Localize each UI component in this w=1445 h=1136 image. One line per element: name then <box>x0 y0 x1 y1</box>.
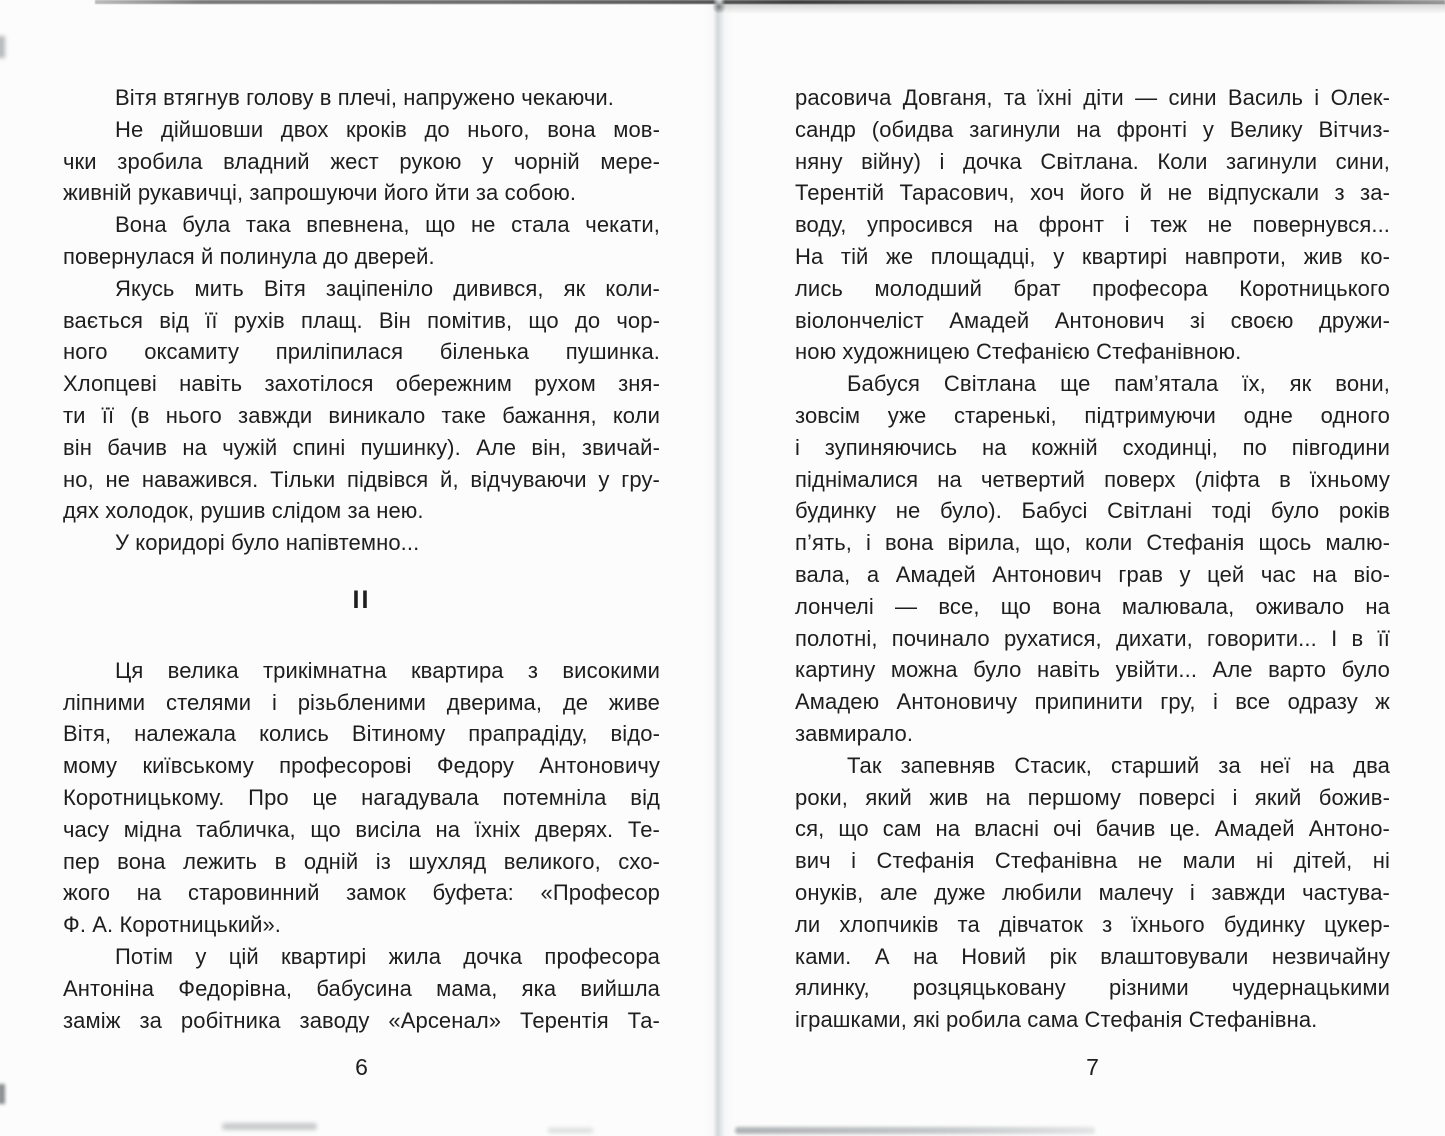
scan-edge-mark <box>0 1084 5 1104</box>
section-heading: II <box>352 585 371 614</box>
text-line: Терентій Тарасович, хоч його й не відпускали з за- <box>795 180 1390 206</box>
text-line: Потім у цій квартирі жила дочка професора <box>115 943 660 969</box>
text-line: Вона була така впевнена, що не стала чекати, <box>115 212 660 238</box>
page-gutter-top-shadow <box>712 0 726 14</box>
text-line: роки, який жив на першому поверсі і який божив- <box>795 784 1390 810</box>
page-number-right: 7 <box>1086 1054 1099 1080</box>
scan-bottom-smudge <box>222 1123 317 1130</box>
text-line: завмирало. <box>795 720 914 746</box>
text-line: ли хлопчиків та дівчаток з їхнього будинку цукер- <box>795 911 1390 937</box>
text-line: картину можна було навіть увійти... Але варто було <box>795 657 1390 683</box>
text-line: Антоніна Федорівна, бабусина мама, яка вийшла <box>63 975 660 1001</box>
page-right <box>795 82 1390 1036</box>
text-line: будинку не було). Бабусі Світлані тоді було років <box>795 498 1390 524</box>
text-line: чки зробила владний жест рукою у чорній мере- <box>63 148 660 174</box>
text-line: Коротницькому. Про це нагадувала потемніла від <box>63 784 660 810</box>
text-line: сандр (обидва загинули на фронті у Велику Вітчиз- <box>795 116 1390 142</box>
text-line: піднімалися на четвертий поверх (ліфта в їхньому <box>795 466 1390 492</box>
text-line: п’ять, і вона вірила, що, коли Стефанія щось малю- <box>795 530 1390 556</box>
text-line: ками. А на Новий рік влаштовували незвичайну <box>795 943 1390 969</box>
scan-bottom-smudge <box>735 1127 1095 1134</box>
text-line: Ця велика трикімнатна квартира з високими <box>115 657 660 683</box>
text-line: повернулася й полинула до дверей. <box>63 243 435 269</box>
text-line: зовсім уже старенькі, підтримуючи одне одного <box>795 402 1390 428</box>
text-line: Амадею Антоновичу припинити гру, і все одразу ж <box>795 689 1390 715</box>
text-line: заміж за робітника заводу «Арсенал» Терентія Та- <box>63 1007 660 1033</box>
text-line: ти її (в нього завжди виникало таке бажання, коли <box>63 402 660 428</box>
text-line: лончелі — все, що вона малювала, оживало на <box>795 593 1390 619</box>
text-line: ся, що сам на власні очі бачив це. Амадей Антоно- <box>795 816 1390 842</box>
text-line: ліпними стелями і різьбленими дверима, де живе <box>63 689 660 715</box>
text-line: мому київському професорові Федору Антоновичу <box>63 753 660 779</box>
text-line: Ф. А. Коротницький». <box>63 912 282 938</box>
text-line: расовича Довганя, та їхні діти — сини Василь і Олек- <box>795 85 1390 110</box>
text-line: ялинку, розцяцьковану різними чудернацькими <box>795 975 1390 1001</box>
text-line: Вітя, належала колись Вітиному прапрадіду, відо- <box>63 721 660 747</box>
text-line: няну війну) і дочка Світлана. Коли загинули сини, <box>795 148 1390 174</box>
text-line: онуків, але дуже любили малечу і завжди частува- <box>795 879 1390 905</box>
text-line: часу мідна табличка, що висіла на їхніх дверях. Те- <box>63 816 660 842</box>
text-line: но, не наважився. Тільки підвівся й, відчуваючи у гру- <box>63 466 660 492</box>
text-line: воду, упросився на фронт і теж не повернувся... <box>795 212 1390 238</box>
text-line: він бачив на чужій спині пушинку). Але він, звичай- <box>63 434 660 460</box>
text-line: ного оксамиту приліпилася біленька пушинка. <box>63 339 660 365</box>
text-line: і зупиняючись на кожній сходинці, по півгодини <box>795 434 1390 460</box>
text-line: лись молодший брат професора Коротницького <box>795 275 1390 301</box>
text-line: жого на старовинний замок буфета: «Професор <box>63 880 660 906</box>
text-line: живній рукавичці, запрошуючи його йти за собою. <box>63 180 577 206</box>
text-line: іграшками, які робила сама Стефанія Стефанівна. <box>795 1007 1318 1033</box>
text-line: дях холодок, рушив слідом за нею. <box>63 498 424 524</box>
text-line: Не дійшовши двох кроків до нього, вона мов- <box>115 116 660 142</box>
scan-bottom-smudge <box>548 1128 593 1133</box>
text-line: полотні, починало рухатися, дихати, говорити... І в її <box>795 625 1390 651</box>
text-line: Бабуся Світлана ще пам’ятала їх, як вони, <box>847 371 1390 397</box>
scan-top-shadow <box>718 3 1445 14</box>
page-gutter <box>704 0 734 1136</box>
text-line: На тій же площадці, у квартирі навпроти, жив ко- <box>795 243 1390 269</box>
text-line: Хлопцеві навіть захотілося обережним рухом зня- <box>63 371 660 397</box>
text-line: віолончеліст Амадей Антонович зі своєю дружи- <box>795 307 1390 333</box>
text-line: Вітя втягнув голову в плечі, напружено чекаючи. <box>115 85 614 110</box>
page-number-left: 6 <box>355 1054 368 1080</box>
text-line: вала, а Амадей Антонович грав у цей час на віо- <box>795 561 1390 587</box>
text-line: Так запевняв Стасик, старший за неї на два <box>847 752 1390 778</box>
text-line: Якусь мить Вітя заціпеніло дивився, як коли- <box>115 275 660 301</box>
text-line: пер вона лежить в одній із шухляд великого, схо- <box>63 848 660 874</box>
text-line: ною художницею Стефанією Стефанівною. <box>795 339 1242 365</box>
text-line: У коридорі було напівтемно... <box>115 530 420 556</box>
scan-edge-mark <box>0 36 5 58</box>
page-left <box>63 82 660 1036</box>
text-line: вається від її рухів плащ. Він помітив, що до чор- <box>63 307 660 333</box>
text-line: вич і Стефанія Стефанівна не мали ні дітей, ні <box>795 848 1390 874</box>
